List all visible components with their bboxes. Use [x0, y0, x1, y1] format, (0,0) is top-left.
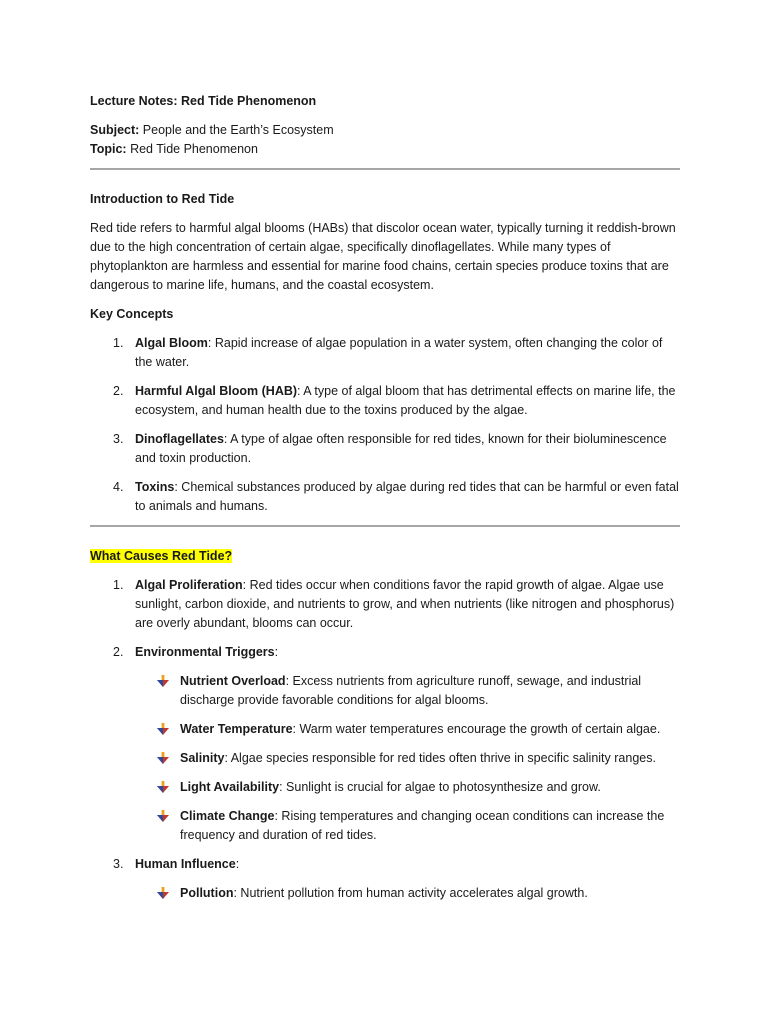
causes-heading — [90, 547, 232, 566]
topic-line — [90, 140, 680, 159]
list-number: 4. — [113, 480, 124, 494]
bullet-item — [90, 672, 680, 710]
cause-text: : Red tides occur when conditions favor the rapid growth of algae. Algae use sunlight, carbon dioxide, and nutrients to grow, and when nutrients (like nitrogen and phosphorus) are overly abundant, blooms can occur. — [135, 578, 675, 630]
list-number: 3. — [113, 432, 124, 446]
topic-label: Topic: — [90, 142, 127, 156]
list-number: 1. — [113, 336, 124, 350]
key-concepts-heading: Key Concepts — [90, 307, 174, 321]
cause-term: Algal Proliferation — [135, 578, 243, 592]
concept-text: : A type of algae often responsible for red tides, known for their bioluminescence and toxin production. — [135, 432, 667, 465]
arrow-bullet-icon — [157, 752, 169, 764]
subject-label: Subject: — [90, 123, 140, 137]
concept-term: Harmful Algal Bloom (HAB) — [135, 384, 298, 398]
concept-text: : Rapid increase of algae population in a water system, often changing the color of the water. — [135, 336, 663, 369]
trigger-text: : Rising temperatures and changing ocean conditions can increase the frequency and duration of red tides. — [180, 809, 665, 842]
bullet-item — [90, 807, 680, 845]
trigger-term: Water Temperature — [180, 722, 293, 736]
cause-term: Environmental Triggers — [135, 645, 275, 659]
arrow-bullet-icon — [157, 810, 169, 822]
list-item — [90, 430, 680, 468]
divider — [90, 168, 680, 170]
trigger-text: : Excess nutrients from agriculture runoff, sewage, and industrial discharge provide favorable conditions for algal blooms. — [180, 674, 642, 707]
list-item — [90, 855, 680, 903]
subject-value: People and the Earth’s Ecosystem — [142, 123, 334, 137]
concept-text: : A type of algal bloom that has detrimental effects on marine life, the ecosystem, and human health due to the toxins produced by the algae. — [135, 384, 676, 417]
trigger-text: : Warm water temperatures encourage the growth of certain algae. — [292, 722, 661, 736]
trigger-term: Light Availability — [180, 780, 280, 794]
cause-text: : — [274, 645, 279, 659]
document-title: Lecture Notes: Red Tide Phenomenon — [90, 94, 317, 108]
trigger-text: : Sunlight is crucial for algae to photosynthesize and grow. — [279, 780, 601, 794]
key-concepts-list — [90, 334, 680, 516]
causes-list — [90, 576, 680, 903]
arrow-bullet-icon — [157, 887, 169, 899]
arrow-bullet-icon — [157, 723, 169, 735]
highlighted-heading-text: What Causes Red Tide? — [90, 549, 233, 563]
bullet-item — [90, 749, 680, 768]
trigger-term: Climate Change — [180, 809, 275, 823]
concept-text: : Chemical substances produced by algae during red tides that can be harmful or even fatal to animals and humans. — [135, 480, 679, 513]
list-item — [90, 478, 680, 516]
bullet-item — [90, 778, 680, 797]
arrow-bullet-icon — [157, 781, 169, 793]
list-number: 3. — [113, 857, 124, 871]
divider — [90, 525, 680, 527]
trigger-term: Salinity — [180, 751, 225, 765]
cause-text: : — [235, 857, 240, 871]
human-influence-list — [135, 884, 680, 903]
trigger-text: : Algae species responsible for red tides often thrive in specific salinity ranges. — [224, 751, 656, 765]
trigger-term: Nutrient Overload — [180, 674, 286, 688]
intro-paragraph: Red tide refers to harmful algal blooms (HABs) that discolor ocean water, typically turning it reddish-brown due to the high concentration of certain algae, specifically dinoflagellates. While many types of phytoplankton are harmless and essential for marine food chains, certain species produce toxins that are dangerous to marine life, humans, and the coastal ecosystem. — [90, 221, 676, 292]
concept-term: Toxins — [135, 480, 175, 494]
list-item — [90, 382, 680, 420]
list-number: 1. — [113, 578, 124, 592]
bullet-item — [90, 884, 680, 903]
cause-term: Human Influence — [135, 857, 236, 871]
concept-term: Dinoflagellates — [135, 432, 224, 446]
document-content — [90, 92, 680, 903]
influence-term: Pollution — [180, 886, 234, 900]
intro-heading: Introduction to Red Tide — [90, 192, 235, 206]
bullet-item — [90, 720, 680, 739]
list-number: 2. — [113, 384, 124, 398]
triggers-list — [135, 672, 680, 845]
subject-line — [90, 121, 680, 140]
list-number: 2. — [113, 645, 124, 659]
list-item — [90, 334, 680, 372]
list-item — [90, 643, 680, 845]
list-item — [90, 576, 680, 633]
topic-value: Red Tide Phenomenon — [130, 142, 258, 156]
influence-text: : Nutrient pollution from human activity accelerates algal growth. — [233, 886, 588, 900]
arrow-bullet-icon — [157, 675, 169, 687]
concept-term: Algal Bloom — [135, 336, 208, 350]
